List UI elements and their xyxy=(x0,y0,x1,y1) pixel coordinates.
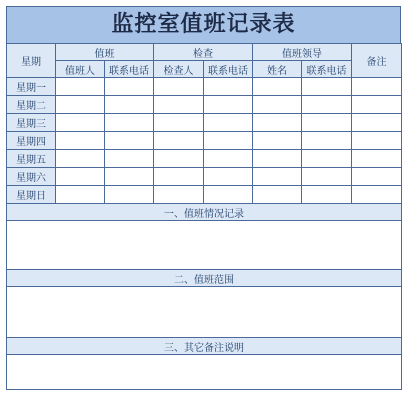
section-other-notes-title: 三、其它备注说明 xyxy=(7,338,402,355)
table-cell[interactable] xyxy=(352,168,402,186)
section-duty-scope-title: 二、值班范围 xyxy=(7,270,402,287)
table-cell[interactable] xyxy=(154,96,204,114)
header-row-2 xyxy=(7,61,402,78)
table-cell[interactable] xyxy=(204,132,253,150)
table-cell[interactable] xyxy=(253,132,302,150)
duty-record-area[interactable] xyxy=(7,221,402,270)
table-cell[interactable] xyxy=(352,114,402,132)
table-cell[interactable] xyxy=(105,150,154,168)
table-row xyxy=(7,150,402,168)
day-label: 星期四 xyxy=(7,132,56,150)
table-cell[interactable] xyxy=(302,132,352,150)
table-cell[interactable] xyxy=(253,168,302,186)
day-label: 星期五 xyxy=(7,150,56,168)
header-duty-phone: 联系电话 xyxy=(105,61,154,78)
table-row xyxy=(7,186,402,204)
table-cell[interactable] xyxy=(302,186,352,204)
table-cell[interactable] xyxy=(105,168,154,186)
section-body-row xyxy=(7,221,402,270)
day-label: 星期三 xyxy=(7,114,56,132)
table-cell[interactable] xyxy=(302,114,352,132)
header-duty-person: 值班人 xyxy=(56,61,105,78)
table-cell[interactable] xyxy=(204,96,253,114)
header-group-check: 检查 xyxy=(154,44,253,61)
table-cell[interactable] xyxy=(302,96,352,114)
table-cell[interactable] xyxy=(56,186,105,204)
table-row xyxy=(7,114,402,132)
table-cell[interactable] xyxy=(253,78,302,96)
table-cell[interactable] xyxy=(302,78,352,96)
table-cell[interactable] xyxy=(56,78,105,96)
day-label: 星期一 xyxy=(7,78,56,96)
header-remarks: 备注 xyxy=(352,44,402,78)
section-body-row xyxy=(7,355,402,390)
header-weekday: 星期 xyxy=(7,44,56,78)
duty-table xyxy=(6,43,402,390)
header-check-phone: 联系电话 xyxy=(204,61,253,78)
table-cell[interactable] xyxy=(56,114,105,132)
table-row xyxy=(7,96,402,114)
table-cell[interactable] xyxy=(253,114,302,132)
header-group-leader: 值班领导 xyxy=(253,44,352,61)
table-cell[interactable] xyxy=(154,150,204,168)
table-cell[interactable] xyxy=(154,132,204,150)
table-cell[interactable] xyxy=(253,150,302,168)
table-cell[interactable] xyxy=(105,132,154,150)
table-cell[interactable] xyxy=(56,96,105,114)
table-cell[interactable] xyxy=(204,186,253,204)
table-cell[interactable] xyxy=(105,78,154,96)
table-row xyxy=(7,132,402,150)
header-row-1 xyxy=(7,44,402,61)
header-leader-phone: 联系电话 xyxy=(302,61,352,78)
table-cell[interactable] xyxy=(302,150,352,168)
duty-scope-area[interactable] xyxy=(7,287,402,338)
header-group-duty: 值班 xyxy=(56,44,154,61)
table-cell[interactable] xyxy=(352,150,402,168)
table-cell[interactable] xyxy=(154,186,204,204)
table-cell[interactable] xyxy=(154,168,204,186)
table-row xyxy=(7,168,402,186)
table-cell[interactable] xyxy=(352,78,402,96)
day-label: 星期日 xyxy=(7,186,56,204)
table-cell[interactable] xyxy=(56,132,105,150)
section-body-row xyxy=(7,287,402,338)
table-cell[interactable] xyxy=(105,114,154,132)
table-cell[interactable] xyxy=(253,186,302,204)
section-heading-row xyxy=(7,338,402,355)
section-heading-row xyxy=(7,204,402,221)
table-cell[interactable] xyxy=(302,168,352,186)
table-cell[interactable] xyxy=(204,78,253,96)
duty-record-sheet xyxy=(6,6,401,394)
table-cell[interactable] xyxy=(352,96,402,114)
table-cell[interactable] xyxy=(105,186,154,204)
other-notes-area[interactable] xyxy=(7,355,402,390)
table-cell[interactable] xyxy=(204,150,253,168)
header-check-person: 检查人 xyxy=(154,61,204,78)
section-heading-row xyxy=(7,270,402,287)
table-row xyxy=(7,78,402,96)
table-cell[interactable] xyxy=(56,150,105,168)
day-label: 星期六 xyxy=(7,168,56,186)
table-cell[interactable] xyxy=(105,96,154,114)
table-cell[interactable] xyxy=(204,168,253,186)
header-leader-name: 姓名 xyxy=(253,61,302,78)
page-title: 监控室值班记录表 xyxy=(6,6,401,43)
day-label: 星期二 xyxy=(7,96,56,114)
table-cell[interactable] xyxy=(56,168,105,186)
table-cell[interactable] xyxy=(253,96,302,114)
table-cell[interactable] xyxy=(352,186,402,204)
table-cell[interactable] xyxy=(352,132,402,150)
table-cell[interactable] xyxy=(154,78,204,96)
table-cell[interactable] xyxy=(154,114,204,132)
section-duty-record-title: 一、值班情况记录 xyxy=(7,204,402,221)
table-cell[interactable] xyxy=(204,114,253,132)
